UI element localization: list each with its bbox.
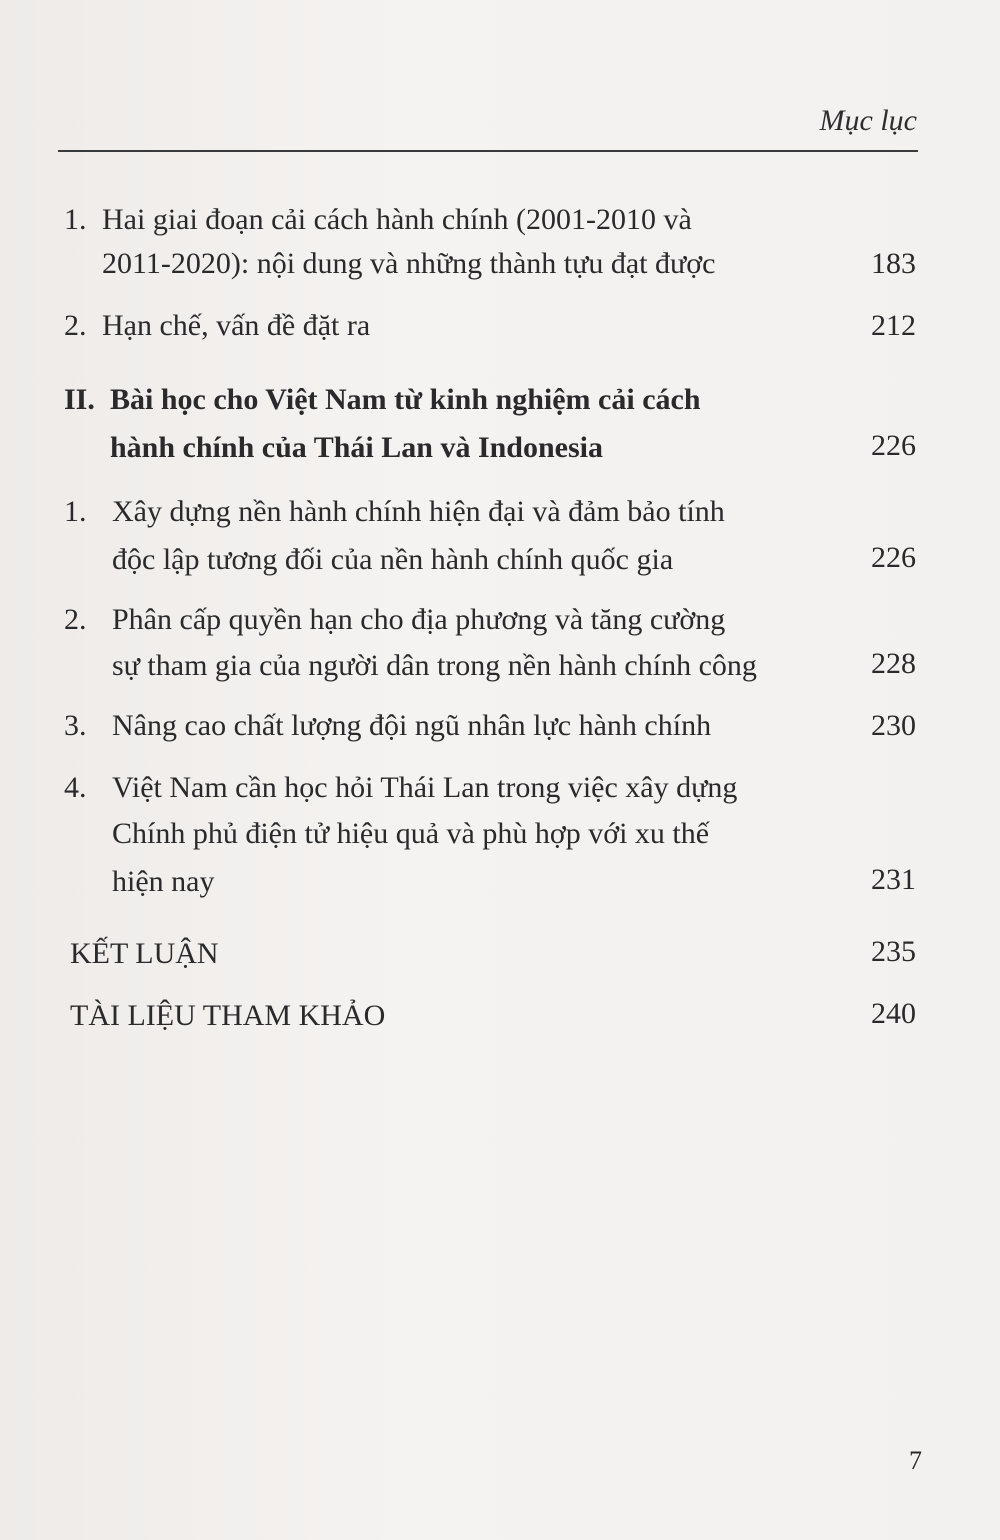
- toc-entry: [64, 490, 854, 578]
- toc-entry-title-line: 2011-2020): nội dung và những thành tựu đạt được: [102, 247, 716, 280]
- toc-entry: [70, 932, 770, 976]
- toc-entry-title-line: Hạn chế, vấn đề đặt ra: [102, 309, 371, 342]
- toc-entry-title-line: Xây dựng nền hành chính hiện đại và đảm bảo tính: [112, 495, 725, 528]
- toc-entry: [64, 704, 854, 748]
- toc-entry: [70, 994, 770, 1038]
- toc-entry-title-line: Phân cấp quyền hạn cho địa phương và tăng cường: [112, 603, 726, 636]
- toc-entry-page: 231: [871, 863, 916, 896]
- toc-entry-title-line: hành chính của Thái Lan và Indonesia: [110, 431, 603, 464]
- toc-entry-page: 183: [871, 247, 916, 280]
- toc-entry-number: 4.: [64, 771, 87, 804]
- toc-entry-title-line: TÀI LIỆU THAM KHẢO: [70, 999, 386, 1032]
- toc-entry-page: 212: [871, 309, 916, 342]
- toc-entry-number: 2.: [64, 309, 87, 342]
- page-number: 7: [909, 1446, 922, 1475]
- toc-entry: [64, 598, 854, 686]
- toc-entry-title-line: Bài học cho Việt Nam từ kinh nghiệm cải cách: [110, 383, 701, 416]
- toc-entry-title-line: sự tham gia của người dân trong nền hành chính công: [112, 649, 757, 682]
- toc-entry-number: 1.: [64, 203, 87, 236]
- toc-entry-title-line: Hai giai đoạn cải cách hành chính (2001-2010 và: [102, 203, 692, 236]
- toc-entry-title-line: hiện nay: [112, 865, 215, 898]
- toc-entry-page: 228: [871, 647, 916, 680]
- header-rule: [58, 150, 918, 152]
- toc-entry-number: 1.: [64, 495, 87, 528]
- toc-entry: [64, 304, 854, 348]
- toc-section-entry: [64, 378, 854, 474]
- toc-entry-page: 235: [871, 935, 916, 968]
- toc-entry-number: II.: [64, 383, 95, 416]
- toc-entry-number: 2.: [64, 603, 87, 636]
- toc-entry-page: 226: [871, 429, 916, 462]
- toc-entry-number: 3.: [64, 709, 87, 742]
- toc-entry-title-line: Nâng cao chất lượng đội ngũ nhân lực hành chính: [112, 709, 712, 742]
- toc-entry-title-line: Việt Nam cần học hỏi Thái Lan trong việc xây dựng: [112, 771, 738, 804]
- toc-entry-page: 240: [871, 997, 916, 1030]
- toc-entry: [64, 198, 854, 286]
- toc-entry-title-line: KẾT LUẬN: [70, 937, 219, 970]
- toc-entry: [64, 766, 854, 902]
- toc-entry-page: 226: [871, 541, 916, 574]
- toc-entry-title-line: độc lập tương đối của nền hành chính quốc gia: [112, 543, 674, 576]
- toc-entry-title-line: Chính phủ điện tử hiệu quả và phù hợp với xu thế: [112, 817, 710, 850]
- toc-entry-page: 230: [871, 709, 916, 742]
- running-head: Mục lục: [819, 104, 917, 137]
